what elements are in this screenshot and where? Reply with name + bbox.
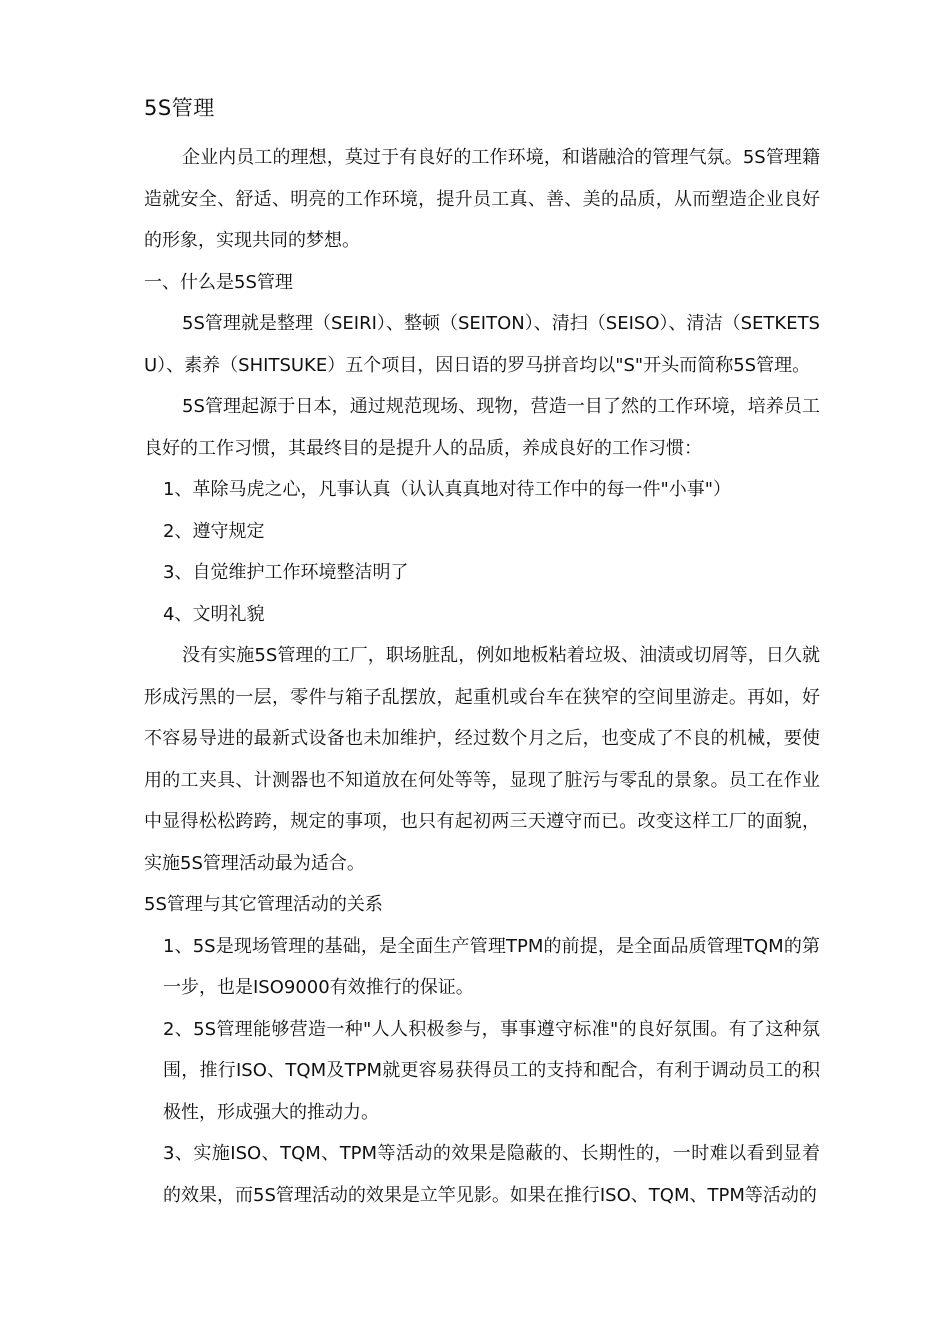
list-item-4: 4、文明礼貌 [163,603,265,625]
origin-paragraph: 5S管理起源于日本，通过规范现场、现物，营造一目了然的工作环境，培养员工良好的工作习惯，其最终目的是提升人的品质，养成良好的工作习惯： [144,396,820,459]
list-item-3: 3、自觉维护工作环境整洁明了 [163,562,409,583]
section-heading-what-is-5s: 一、什么是5S管理 [144,271,293,293]
document-title: 5S管理 [144,96,215,120]
definition-paragraph: 5S管理就是整理（SEIRI）、整顿（SEITON）、清扫（SEISO）、清洁（SETKETSU）、素养（SHITSUKE）五个项目，因日语的罗马拼音均以"S"开头而简称5S管理。 [144,313,820,376]
relationship-item-3: 3、实施ISO、TQM、TPM等活动的效果是隐蔽的、长期性的，一时难以看到显着的效果，而5S管理活动的效果是立竿见影。如果在推行ISO、TQM、TPM等活动的 [163,1143,820,1206]
factory-paragraph: 没有实施5S管理的工厂，职场脏乱，例如地板粘着垃圾、油渍或切屑等，日久就形成污黑的一层，零件与箱子乱摆放，起重机或台车在狭窄的空间里游走。再如，好不容易导进的最新式设备也未加维护，经过数个月之后，也变成了不良的机械，要使用的工夹具、计测器也不知道放在何处等等，显现了脏污与零乱的景象。员工在作业中显得松松跨跨，规定的事项，也只有起初两三天遵守而已。改变这样工厂的面貌，实施5S管理活动最为适合。 [144,645,820,874]
intro-paragraph: 企业内员工的理想，莫过于有良好的工作环境，和谐融洽的管理气氛。5S管理籍造就安全、舒适、明亮的工作环境，提升员工真、善、美的品质，从而塑造企业良好的形象，实现共同的梦想。 [144,147,820,251]
document-body [144,137,820,1216]
section-heading-relationship: 5S管理与其它管理活动的关系 [144,894,383,915]
list-item-2: 2、遵守规定 [163,520,265,542]
relationship-item-2: 2、5S管理能够营造一种"人人积极参与，事事遵守标准"的良好氛围。有了这种氛围，推行ISO、TQM及TPM就更容易获得员工的支持和配合，有利于调动员工的积极性，形成强大的推动力。 [163,1018,820,1123]
list-item-1: 1、革除马虎之心，凡事认真（认认真真地对待工作中的每一件"小事"） [163,479,732,500]
relationship-item-1: 1、5S是现场管理的基础，是全面生产管理TPM的前提，是全面品质管理TQM的第一步，也是ISO9000有效推行的保证。 [163,935,820,998]
